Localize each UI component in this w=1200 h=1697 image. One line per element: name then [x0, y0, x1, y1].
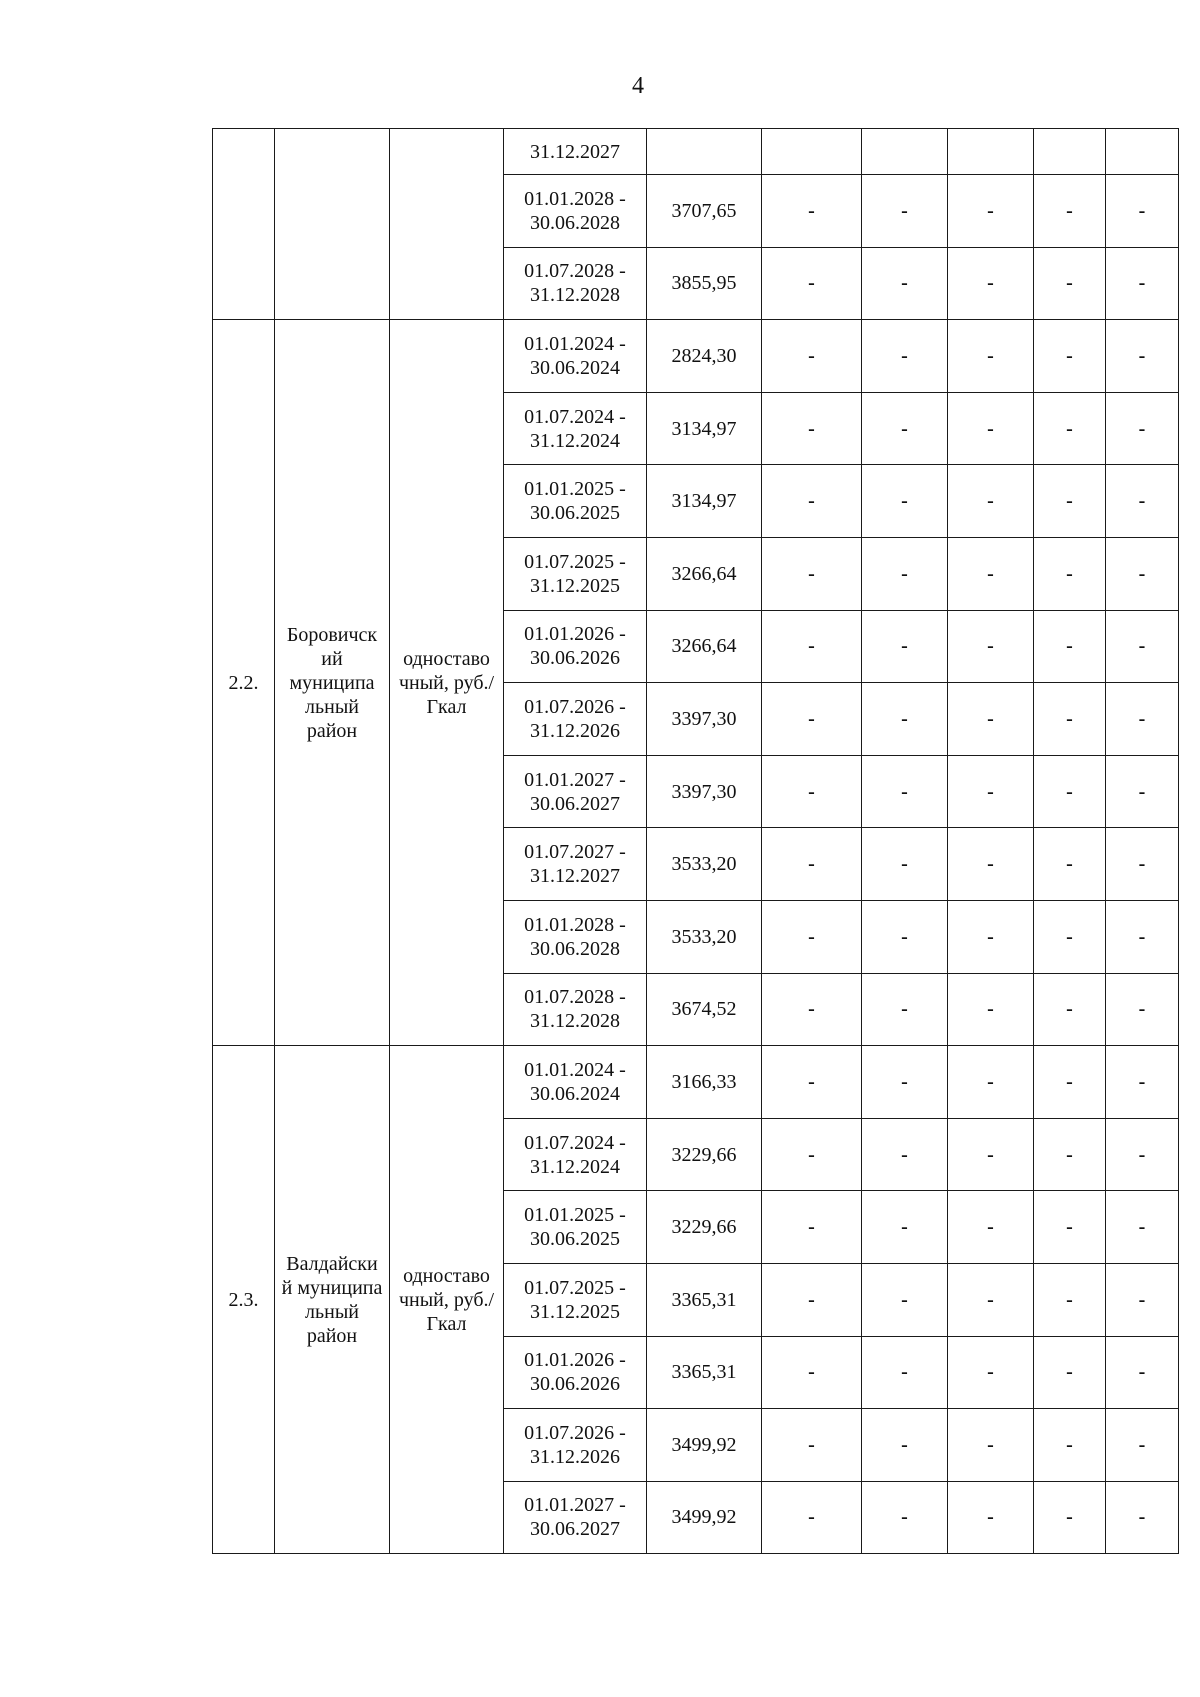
- empty-value-cell: -: [762, 610, 862, 683]
- period-cell: 01.01.2025 - 30.06.2025: [504, 465, 647, 538]
- empty-value-cell: -: [1034, 900, 1106, 973]
- empty-value-cell: -: [1034, 1409, 1106, 1482]
- tariff-value-cell: 3499,92: [647, 1481, 762, 1554]
- empty-value-cell: -: [762, 1046, 862, 1119]
- empty-value-cell: -: [1034, 1481, 1106, 1554]
- empty-value-cell: -: [762, 465, 862, 538]
- period-cell: 01.01.2024 - 30.06.2024: [504, 320, 647, 393]
- tariff-table: [212, 128, 1179, 1554]
- empty-value-cell: -: [762, 320, 862, 393]
- empty-value-cell: -: [1106, 683, 1179, 756]
- period-cell: 01.07.2027 - 31.12.2027: [504, 828, 647, 901]
- tariff-type: одноставо чный, руб./Гкал: [390, 320, 504, 1046]
- empty-value-cell: -: [1034, 610, 1106, 683]
- empty-value-cell: -: [1034, 1191, 1106, 1264]
- tariff-value-cell: 3397,30: [647, 683, 762, 756]
- empty-value-cell: -: [1106, 1409, 1179, 1482]
- period-cell: 01.01.2027 - 30.06.2027: [504, 1481, 647, 1554]
- period-cell: 01.01.2025 - 30.06.2025: [504, 1191, 647, 1264]
- empty-value-cell: -: [762, 683, 862, 756]
- empty-value-cell: -: [762, 1263, 862, 1336]
- empty-value-cell: -: [1034, 175, 1106, 248]
- empty-value-cell: -: [762, 973, 862, 1046]
- table-row: [213, 1046, 1179, 1119]
- tariff-value-cell: 3707,65: [647, 175, 762, 248]
- empty-value-cell: [762, 129, 862, 175]
- empty-value-cell: -: [948, 1336, 1034, 1409]
- empty-value-cell: -: [948, 610, 1034, 683]
- empty-value-cell: -: [1106, 900, 1179, 973]
- group-number: [213, 129, 275, 320]
- empty-value-cell: -: [862, 683, 948, 756]
- empty-value-cell: -: [1106, 247, 1179, 320]
- table-row: [213, 320, 1179, 393]
- empty-value-cell: -: [1034, 247, 1106, 320]
- empty-value-cell: -: [1106, 610, 1179, 683]
- tariff-value-cell: 3365,31: [647, 1263, 762, 1336]
- tariff-value-cell: [647, 129, 762, 175]
- tariff-value-cell: 3397,30: [647, 755, 762, 828]
- period-cell: 01.01.2028 - 30.06.2028: [504, 900, 647, 973]
- empty-value-cell: -: [862, 1481, 948, 1554]
- empty-value-cell: -: [1034, 1336, 1106, 1409]
- period-cell: 01.01.2026 - 30.06.2026: [504, 1336, 647, 1409]
- empty-value-cell: -: [1034, 828, 1106, 901]
- empty-value-cell: -: [1034, 1118, 1106, 1191]
- tariff-value-cell: 2824,30: [647, 320, 762, 393]
- empty-value-cell: [948, 129, 1034, 175]
- empty-value-cell: -: [1034, 1263, 1106, 1336]
- region-name: [275, 129, 390, 320]
- empty-value-cell: -: [862, 247, 948, 320]
- empty-value-cell: -: [1106, 973, 1179, 1046]
- empty-value-cell: -: [762, 175, 862, 248]
- period-cell: 01.07.2026 - 31.12.2026: [504, 683, 647, 756]
- empty-value-cell: -: [1106, 828, 1179, 901]
- empty-value-cell: -: [1106, 175, 1179, 248]
- empty-value-cell: -: [762, 1191, 862, 1264]
- tariff-value-cell: 3499,92: [647, 1409, 762, 1482]
- tariff-value-cell: 3166,33: [647, 1046, 762, 1119]
- period-cell: 01.07.2026 - 31.12.2026: [504, 1409, 647, 1482]
- empty-value-cell: -: [1106, 465, 1179, 538]
- empty-value-cell: -: [862, 1118, 948, 1191]
- tariff-value-cell: 3229,66: [647, 1191, 762, 1264]
- tariff-value-cell: 3134,97: [647, 392, 762, 465]
- period-cell: 01.07.2024 - 31.12.2024: [504, 1118, 647, 1191]
- empty-value-cell: -: [862, 1046, 948, 1119]
- empty-value-cell: [862, 129, 948, 175]
- empty-value-cell: -: [762, 755, 862, 828]
- period-cell: 01.07.2025 - 31.12.2025: [504, 1263, 647, 1336]
- empty-value-cell: -: [862, 1263, 948, 1336]
- empty-value-cell: -: [862, 392, 948, 465]
- empty-value-cell: -: [762, 537, 862, 610]
- empty-value-cell: -: [948, 683, 1034, 756]
- empty-value-cell: -: [948, 1481, 1034, 1554]
- empty-value-cell: -: [948, 537, 1034, 610]
- empty-value-cell: -: [862, 828, 948, 901]
- group-number: 2.2.: [213, 320, 275, 1046]
- empty-value-cell: -: [762, 828, 862, 901]
- tariff-value-cell: 3365,31: [647, 1336, 762, 1409]
- empty-value-cell: -: [862, 320, 948, 393]
- empty-value-cell: -: [948, 247, 1034, 320]
- empty-value-cell: -: [1034, 683, 1106, 756]
- group-number: 2.3.: [213, 1046, 275, 1554]
- empty-value-cell: -: [948, 320, 1034, 393]
- empty-value-cell: -: [948, 175, 1034, 248]
- empty-value-cell: -: [948, 1191, 1034, 1264]
- empty-value-cell: -: [948, 828, 1034, 901]
- empty-value-cell: -: [1106, 1118, 1179, 1191]
- empty-value-cell: -: [1034, 392, 1106, 465]
- table-body: [213, 129, 1179, 1554]
- empty-value-cell: -: [862, 1409, 948, 1482]
- empty-value-cell: -: [862, 755, 948, 828]
- empty-value-cell: -: [1106, 1263, 1179, 1336]
- tariff-value-cell: 3229,66: [647, 1118, 762, 1191]
- empty-value-cell: -: [1034, 320, 1106, 393]
- empty-value-cell: -: [762, 1481, 862, 1554]
- period-cell: 01.07.2024 - 31.12.2024: [504, 392, 647, 465]
- empty-value-cell: -: [862, 1336, 948, 1409]
- empty-value-cell: -: [1034, 1046, 1106, 1119]
- empty-value-cell: [1106, 129, 1179, 175]
- empty-value-cell: -: [1106, 755, 1179, 828]
- empty-value-cell: -: [1106, 392, 1179, 465]
- empty-value-cell: -: [948, 1046, 1034, 1119]
- empty-value-cell: [1034, 129, 1106, 175]
- tariff-value-cell: 3266,64: [647, 537, 762, 610]
- empty-value-cell: -: [1034, 465, 1106, 538]
- tariff-type: одноставо чный, руб./Гкал: [390, 1046, 504, 1554]
- empty-value-cell: -: [1106, 1481, 1179, 1554]
- empty-value-cell: -: [948, 465, 1034, 538]
- tariff-value-cell: 3674,52: [647, 973, 762, 1046]
- table-row: [213, 129, 1179, 175]
- tariff-type: [390, 129, 504, 320]
- empty-value-cell: -: [862, 610, 948, 683]
- empty-value-cell: -: [862, 537, 948, 610]
- tariff-value-cell: 3134,97: [647, 465, 762, 538]
- empty-value-cell: -: [1106, 537, 1179, 610]
- empty-value-cell: -: [948, 1263, 1034, 1336]
- tariff-value-cell: 3533,20: [647, 900, 762, 973]
- empty-value-cell: -: [862, 973, 948, 1046]
- empty-value-cell: -: [1106, 1046, 1179, 1119]
- region-name: Боровичск ий муниципа льный район: [275, 320, 390, 1046]
- period-cell: 01.07.2025 - 31.12.2025: [504, 537, 647, 610]
- empty-value-cell: -: [762, 900, 862, 973]
- empty-value-cell: -: [1034, 755, 1106, 828]
- empty-value-cell: -: [762, 1409, 862, 1482]
- period-cell: 01.01.2024 - 30.06.2024: [504, 1046, 647, 1119]
- tariff-value-cell: 3533,20: [647, 828, 762, 901]
- tariff-value-cell: 3855,95: [647, 247, 762, 320]
- empty-value-cell: -: [862, 465, 948, 538]
- empty-value-cell: -: [948, 1409, 1034, 1482]
- period-cell: 01.07.2028 - 31.12.2028: [504, 973, 647, 1046]
- empty-value-cell: -: [1106, 1191, 1179, 1264]
- period-cell: 01.07.2028 - 31.12.2028: [504, 247, 647, 320]
- period-cell: 31.12.2027: [504, 129, 647, 175]
- empty-value-cell: -: [1106, 320, 1179, 393]
- empty-value-cell: -: [1106, 1336, 1179, 1409]
- empty-value-cell: -: [1034, 537, 1106, 610]
- tariff-value-cell: 3266,64: [647, 610, 762, 683]
- empty-value-cell: -: [948, 973, 1034, 1046]
- period-cell: 01.01.2027 - 30.06.2027: [504, 755, 647, 828]
- period-cell: 01.01.2026 - 30.06.2026: [504, 610, 647, 683]
- empty-value-cell: -: [948, 900, 1034, 973]
- empty-value-cell: -: [862, 175, 948, 248]
- empty-value-cell: -: [762, 247, 862, 320]
- empty-value-cell: -: [762, 1118, 862, 1191]
- empty-value-cell: -: [1034, 973, 1106, 1046]
- period-cell: 01.01.2028 - 30.06.2028: [504, 175, 647, 248]
- empty-value-cell: -: [948, 1118, 1034, 1191]
- empty-value-cell: -: [762, 392, 862, 465]
- empty-value-cell: -: [862, 900, 948, 973]
- page-number: 4: [632, 73, 644, 99]
- empty-value-cell: -: [762, 1336, 862, 1409]
- empty-value-cell: -: [948, 755, 1034, 828]
- empty-value-cell: -: [948, 392, 1034, 465]
- region-name: Валдайски й муниципа льный район: [275, 1046, 390, 1554]
- empty-value-cell: -: [862, 1191, 948, 1264]
